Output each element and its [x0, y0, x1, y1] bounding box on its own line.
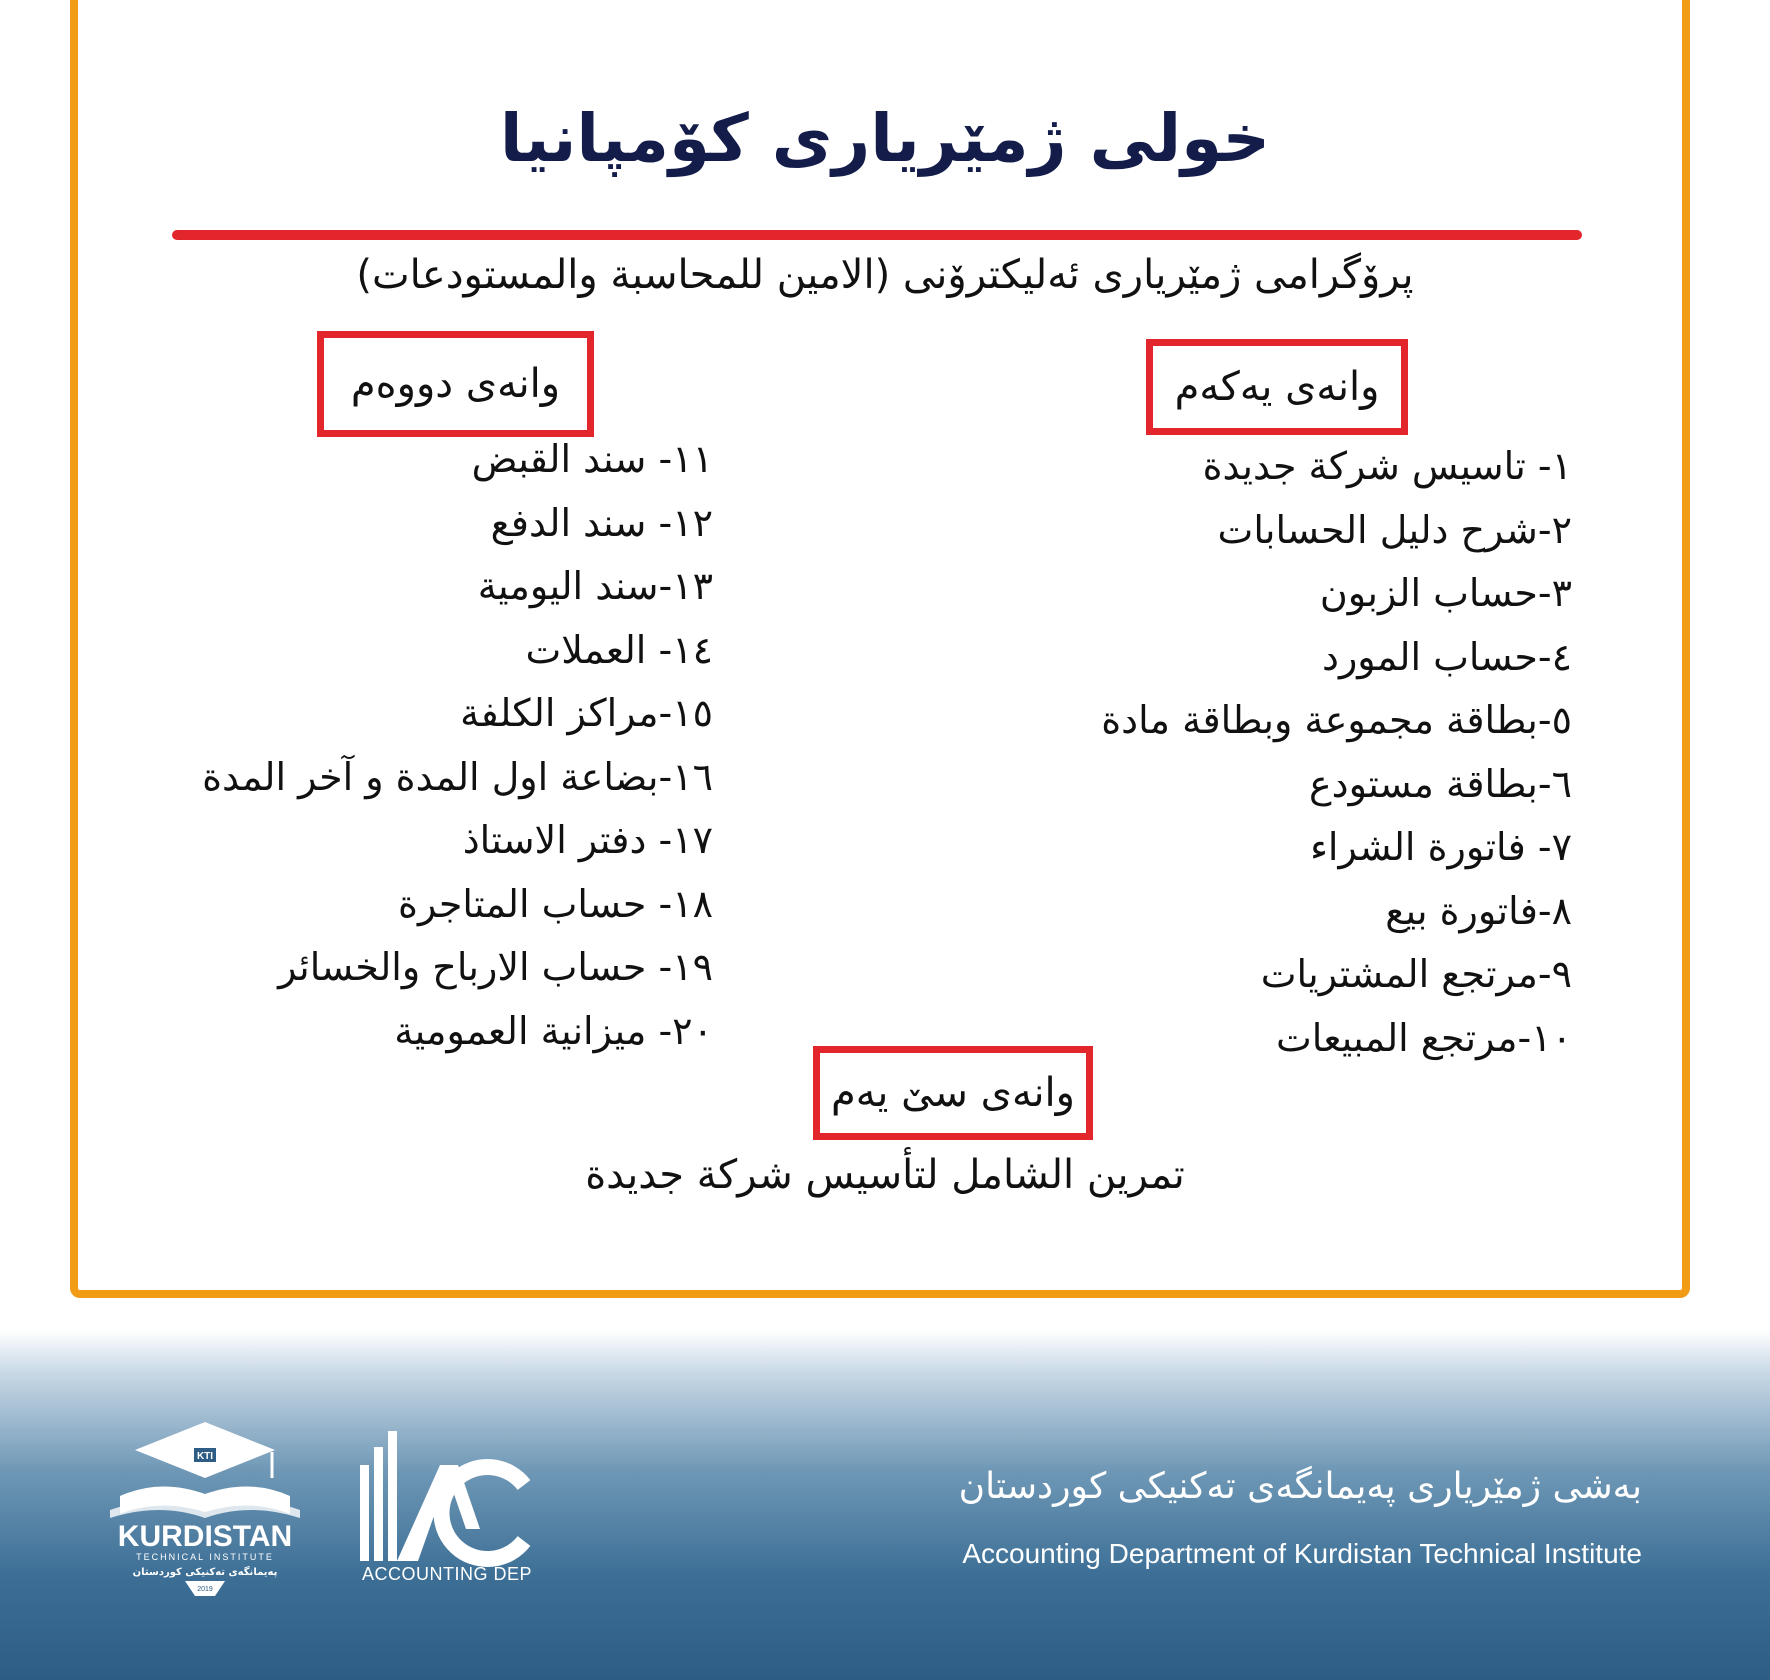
- list-item: ١١- سند القبض: [471, 437, 713, 481]
- kti-name: KURDISTAN: [117, 1520, 293, 1553]
- list-item: ٤-حساب المورد: [1322, 634, 1572, 679]
- department-name-english: Accounting Department of Kurdistan Technical Institute: [962, 1538, 1642, 1569]
- list-item: ٧- فاتورة الشراء: [1310, 825, 1572, 869]
- list-item: ١٢- سند الدفع: [490, 500, 713, 545]
- list-item: ٨-فاتورة بيع: [1385, 888, 1572, 933]
- list-item: ١٧- دفتر الاستاذ: [462, 818, 713, 862]
- list-item: ٣-حساب الزبون: [1319, 571, 1572, 615]
- kti-badge: KTI: [196, 1451, 214, 1462]
- kti-logo-icon: [100, 1418, 310, 1598]
- kti-year: 2019: [197, 1586, 213, 1593]
- kti-subname: TECHNICAL INSTITUTE: [136, 1552, 274, 1562]
- program-subtitle: پرۆگرامی ژمێریاری ئەلیکترۆنی (الامين للمحاسبة والمستودعات): [356, 252, 1414, 298]
- footer-banner: [0, 1330, 1770, 1680]
- list-item: ٩-مرتجع المشتريات: [1260, 952, 1572, 996]
- list-item: ١٦-بضاعة اول المدة و آخر المدة: [202, 754, 713, 799]
- lesson-two-list: [13, 428, 713, 1063]
- list-item: ١٣-سند اليومية: [477, 564, 713, 608]
- title-divider: [172, 230, 1582, 240]
- list-item: ١٨- حساب المتاجرة: [398, 881, 713, 926]
- list-item: ١- تاسيس شركة جديدة: [1202, 444, 1572, 488]
- lesson-three-text: تمرين الشامل لتأسيس شركة جديدة: [585, 1152, 1185, 1198]
- list-item: ١٠-مرتجع المبيعات: [1276, 1015, 1572, 1060]
- lesson-two-heading: وانەی دووەم: [317, 331, 594, 437]
- lesson-one-list: [872, 435, 1572, 1070]
- lesson-one-heading: وانەی یەکەم: [1146, 339, 1408, 435]
- lesson-three-heading: وانەی سێ یەم: [813, 1046, 1093, 1140]
- ac-logo-caption: ACCOUNTING DEP: [361, 1564, 532, 1584]
- list-item: ٢٠- ميزانية العمومية: [394, 1008, 713, 1053]
- list-item: ١٥-مراكز الكلفة: [460, 691, 713, 735]
- list-item: ٥-بطاقة مجموعة وبطاقة مادة: [1101, 698, 1572, 742]
- page-title: خولی ژمێریاری کۆمپانیا: [499, 100, 1271, 177]
- list-item: ١٩- حساب الارباح والخسائر: [278, 945, 713, 989]
- kti-name-ku: پەیمانگەی تەکنیکی کوردستان: [132, 1567, 278, 1578]
- list-item: ١٤- العملات: [525, 627, 713, 672]
- department-name-kurdish: بەشی ژمێریاری پەیمانگەی تەکنیکی کوردستان: [958, 1466, 1642, 1507]
- list-item: ٦-بطاقة مستودع: [1308, 761, 1572, 806]
- list-item: ٢-شرح دليل الحسابات: [1217, 507, 1572, 552]
